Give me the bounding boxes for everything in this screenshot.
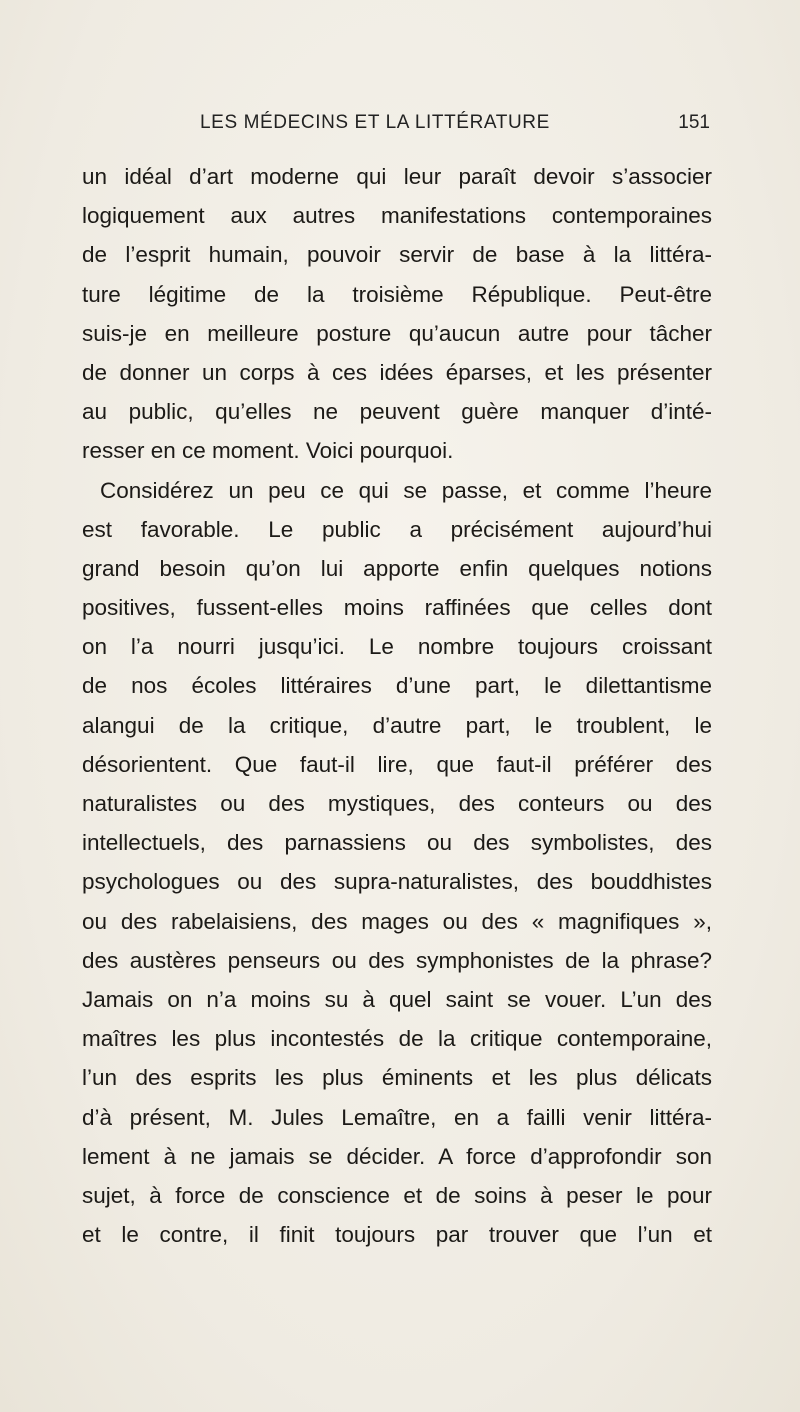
text-line: maîtres les plus incontestés de la critique contemporaine, [82,1026,712,1052]
page-number: 151 [678,112,710,133]
text-line: resser en ce moment. Voici pourquoi. [82,438,454,464]
text-line: psychologues ou des supra-naturalistes, des bouddhistes [82,869,712,895]
text-line: positives, fussent-elles moins raffinées que celles dont [82,595,712,621]
text-line: alangui de la critique, d’autre part, le troublent, le [82,712,712,738]
text-line: et le contre, il finit toujours par trouver que l’un et [82,1222,712,1248]
text-line: un idéal d’art moderne qui leur paraît devoir s’associer [82,164,712,189]
text-line: lement à ne jamais se décider. A force d’approfondir son [82,1143,712,1169]
text-line: désorientent. Que faut-il lire, que faut-il préférer des [82,751,712,777]
text-line: d’à présent, M. Jules Lemaître, en a failli venir littéra- [82,1104,712,1130]
text-line: des austères penseurs ou des symphonistes de la phrase? [82,947,712,973]
text-line: est favorable. Le public a précisément aujourd’hui [82,516,712,542]
text-line: grand besoin qu’on lui apporte enfin quelques notions [82,555,712,581]
text-line: logiquement aux autres manifestations contemporaines [82,203,712,229]
text-line: sujet, à force de conscience et de soins à peser le pour [82,1182,712,1208]
text-line: l’un des esprits les plus éminents et les plus délicats [82,1065,712,1091]
text-line: de donner un corps à ces idées éparses, et les présenter [82,359,712,385]
text-line: naturalistes ou des mystiques, des conteurs ou des [82,791,712,816]
text-line: ture légitime de la troisième République. Peut-être [82,281,712,307]
text-line: suis-je en meilleure posture qu’aucun autre pour tâcher [82,320,712,346]
text-line: ou des rabelaisiens, des mages ou des « magnifiques », [82,908,712,934]
body-text [82,157,712,1254]
text-line: de nos écoles littéraires d’une part, le dilettantisme [82,673,712,699]
text-line: de l’esprit humain, pouvoir servir de base à la littéra- [82,242,712,268]
text-line: on l’a nourri jusqu’ici. Le nombre toujours croissant [82,634,712,660]
paragraph-first-line: Considérez un peu ce qui se passe, et comme l’heure [100,477,712,503]
text-line: intellectuels, des parnassiens ou des symbolistes, des [82,830,712,856]
text-line: Jamais on n’a moins su à quel saint se vouer. L’un des [82,986,712,1012]
running-head [200,112,710,142]
running-title: LES MÉDECINS ET LA LITTÉRATURE [200,112,550,133]
text-line: au public, qu’elles ne peuvent guère manquer d’inté- [82,399,712,425]
